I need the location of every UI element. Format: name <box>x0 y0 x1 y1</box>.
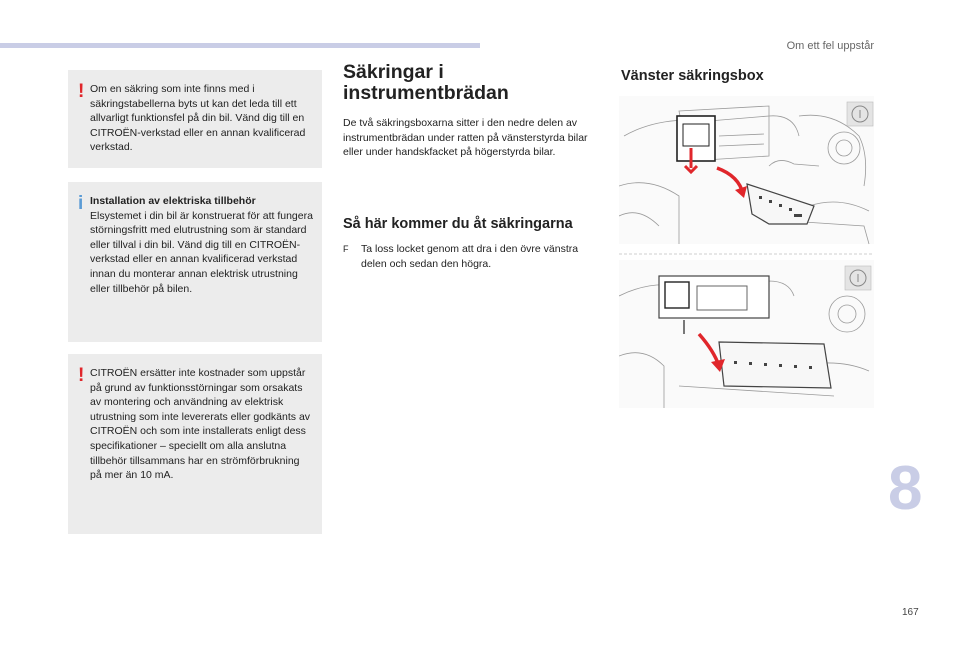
header-accent-bar <box>0 43 480 48</box>
info-icon: i <box>78 193 84 214</box>
info-heading: Installation av elektriska tillbehör <box>90 195 256 207</box>
section-heading: Säkringar i instrumentbrädan <box>343 61 509 104</box>
exclamation-icon: ! <box>78 365 85 386</box>
subheading-access: Så här kommer du åt säkringarna <box>343 216 573 232</box>
step-item <box>343 242 598 271</box>
warning-text: Om en säkring som inte finns med i säkringstabellerna byts ut kan det leda till ett allvarligt funktionsfel på din bil. Vänd dig till en CITROËN-verkstad eller en annan kvalificerad verkstad. <box>90 83 306 154</box>
page-number: 167 <box>902 607 919 618</box>
info-box-accessories <box>68 182 322 342</box>
info-text: Elsystemet i din bil är konstruerat för att fungera störningsfritt med elutrustning som är standard eller tillval i din bil. Vänd dig till en CITROËN-verkstad eller en annan kvalificerad verkstad innan du monterar annan elektrisk utrustning eller tillbehör på bilen. <box>90 209 313 295</box>
exclamation-icon: ! <box>78 81 85 102</box>
fusebox-heading: Vänster säkringsbox <box>621 68 764 84</box>
step-text: Ta loss locket genom att dra i den övre vänstra delen och sedan den högra. <box>361 243 579 270</box>
fusebox-illustration <box>619 96 874 408</box>
chapter-number: 8 <box>888 454 923 523</box>
intro-paragraph: De två säkringsboxarna sitter i den nedre delen av instrumentbrädan under ratten på vänsterstyrda bilar eller under handskfacket på högerstyrda bilar. <box>343 117 588 159</box>
warning-box-liability <box>68 354 322 534</box>
bullet-symbol: F <box>343 244 349 254</box>
info-content <box>90 194 314 296</box>
warning-text: CITROËN ersätter inte kostnader som uppstår på grund av funktionsstörningar som orsakats av montering och användning av elektrisk utrustning som inte levererats eller godkänts av CITROËN och som inte installerats enligt dess specifikationer – speciellt om alla anslutna tillbehör tillsammans har en strömförbrukning på mer än 10 mA. <box>90 367 311 482</box>
section-title: Om ett fel uppstår <box>786 40 874 52</box>
warning-box-fuse <box>68 70 322 168</box>
